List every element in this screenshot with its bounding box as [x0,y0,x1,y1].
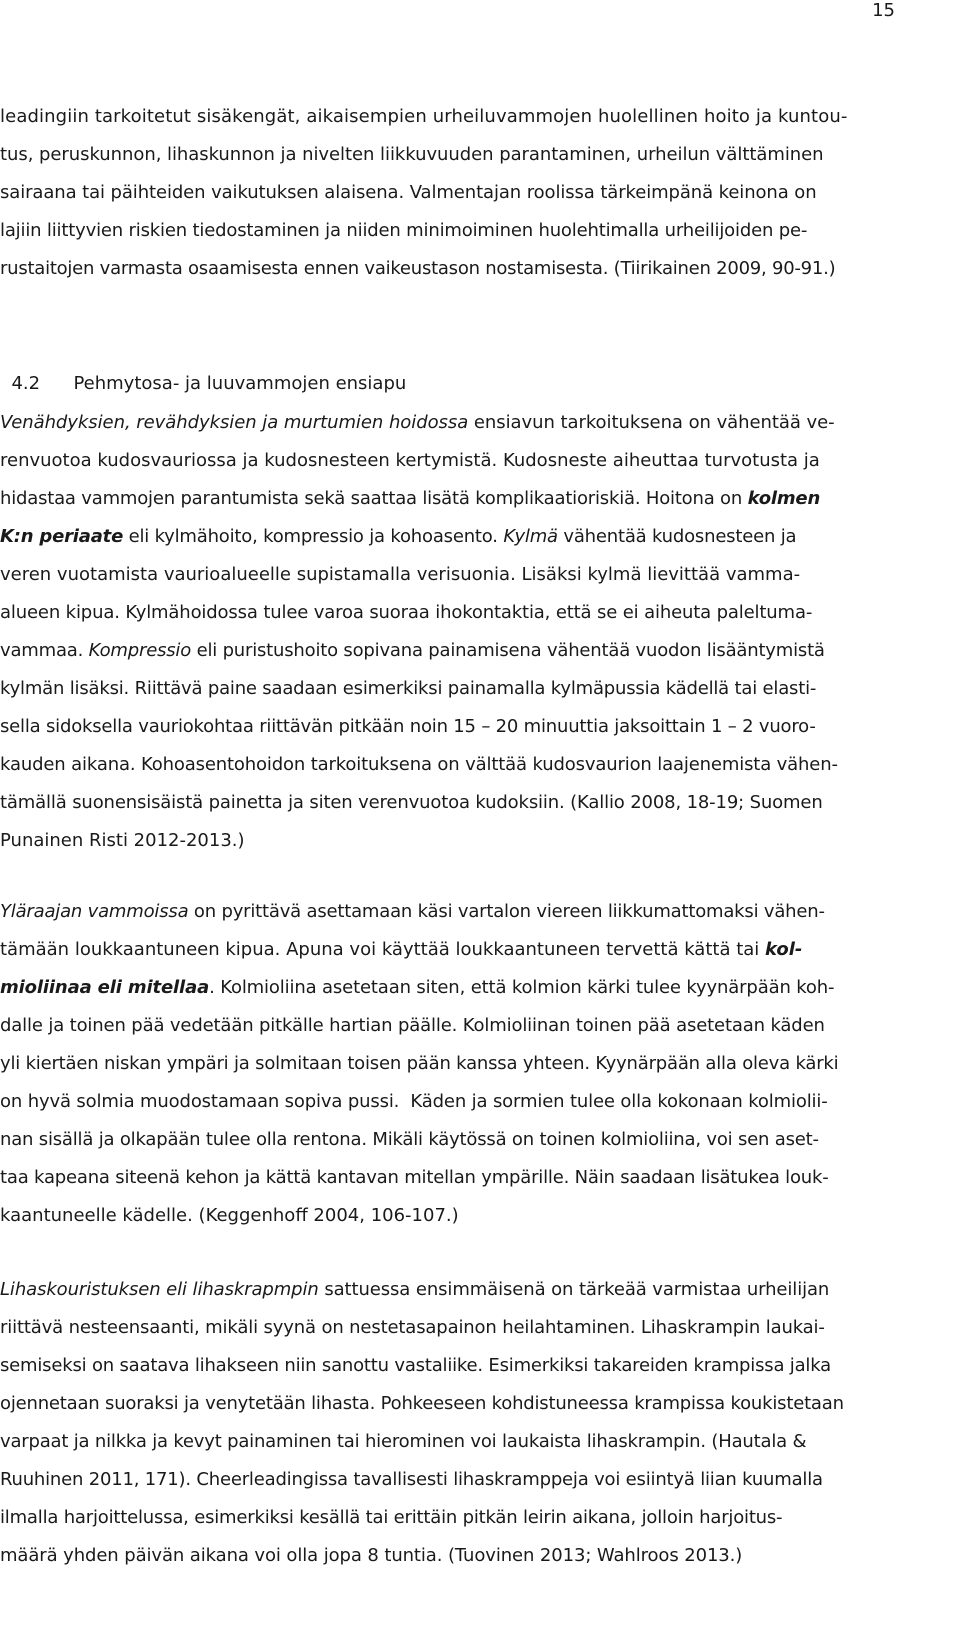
text-run: eli puristushoito sopivana painamisena vähentää vuodon lisääntymistä [191,640,825,661]
text-line [0,404,960,442]
text-run: määrä yhden päivän aikana voi olla jopa 8 tuntia. (Tuovinen 2013; Wahlroos 2013.) [0,1545,743,1566]
paragraph-muscle-cramp [0,1271,960,1575]
text-line [0,746,960,784]
text-run: hidastaa vammojen parantumista sekä saattaa lisätä komplikaatioriskiä. Hoitona on [0,488,748,509]
text-line [0,708,960,746]
paragraph-upper-limb [0,893,960,1235]
text-run: kauden aikana. Kohoasentohoidon tarkoituksena on välttää kudosvaurion laajenemista vähen- [0,754,838,775]
text-line [0,212,960,250]
paragraph-sprains-fractures [0,404,960,860]
text-run: lajiin liittyvien riskien tiedostaminen ja niiden minimoiminen huolehtimalla urheilijoiden pe- [0,220,808,241]
bold-italic-term: kol- [765,939,803,960]
text-line [0,670,960,708]
italic-term: Kylmä [503,526,558,547]
italic-term: Lihaskouristuksen eli lihaskrapmpin [0,1279,319,1300]
text-run: sella sidoksella vauriokohtaa riittävän pitkään noin 15 – 20 minuuttia jaksoittain 1 – 2 vuoro- [0,716,816,737]
text-line [0,1083,960,1121]
text-run: semiseksi on saatava lihakseen niin sanottu vastaliike. Esimerkiksi takareiden krampissa jalka [0,1355,831,1376]
text-line [0,1537,960,1575]
text-run: Ruuhinen 2011, 171). Cheerleadingissa tavallisesti lihaskramppeja voi esiintyä liian kuumalla [0,1469,823,1490]
text-line [0,893,960,931]
text-run: tämällä suonensisäistä painetta ja siten verenvuotoa kudoksiin. (Kallio 2008, 18-19; Suomen [0,792,823,813]
text-run: taa kapeana siteenä kehon ja kättä kantavan mitellan ympärille. Näin saadaan lisätukea louk- [0,1167,829,1188]
text-run: veren vuotamista vaurioalueelle supistamalla verisuonia. Lisäksi kylmä lievittää vamma- [0,564,801,585]
text-run: on hyvä solmia muodostamaan sopiva pussi. Käden ja sormien tulee olla kokonaan kolmiolii- [0,1091,828,1112]
text-line [0,1461,960,1499]
text-run: alueen kipua. Kylmähoidossa tulee varoa suoraa ihokontaktia, että se ei aiheuta paleltuma- [0,602,813,623]
paragraph-injury-prevention [0,98,960,288]
text-run: Punainen Risti 2012-2013.) [0,830,245,851]
italic-term: Kompressio [88,640,192,661]
text-run: yli kiertäen niskan ympäri ja solmitaan toisen pään kanssa yhteen. Kyynärpään alla oleva kärki [0,1053,839,1074]
section-title: Pehmytosa- ja luuvammojen ensiapu [73,373,407,394]
text-line [0,442,960,480]
text-run: eli kylmähoito, kompressio ja kohoasento. [123,526,504,547]
text-run: tus, peruskunnon, lihaskunnon ja nivelten liikkuvuuden parantaminen, urheilun välttäminen [0,144,824,165]
text-line [0,632,960,670]
bold-italic-term: K:n periaate [0,526,124,547]
text-line [0,136,960,174]
text-run: kylmän lisäksi. Riittävä paine saadaan esimerkiksi painamalla kylmäpussia kädellä tai elasti- [0,678,817,699]
italic-term: Venähdyksien, revähdyksien ja murtumien hoidossa [0,412,469,433]
text-line [0,1121,960,1159]
text-run: tämään loukkaantuneen kipua. Apuna voi käyttää loukkaantuneen tervettä kättä tai [0,939,766,960]
text-line [0,931,960,969]
page-number: 15 [872,0,895,21]
text-run: on pyrittävä asettamaan käsi vartalon viereen liikkumattomaksi vähen- [188,901,825,922]
text-line [0,98,960,136]
text-run: sattuessa ensimmäisenä on tärkeää varmistaa urheilijan [318,1279,830,1300]
text-run: renvuotoa kudosvauriossa ja kudosnesteen kertymistä. Kudosneste aiheuttaa turvotusta ja [0,450,820,471]
text-line [0,1159,960,1197]
section-number: 4.2 [11,373,41,394]
text-run: . Kolmioliina asetetaan siten, että kolmion kärki tulee kyynärpään koh- [209,977,835,998]
text-line [0,480,960,518]
text-run: rustaitojen varmasta osaamisesta ennen vaikeustason nostamisesta. (Tiirikainen 2009, 90-91.) [0,258,836,279]
text-line [0,1423,960,1461]
text-run: sairaana tai päihteiden vaikutuksen alaisena. Valmentajan roolissa tärkeimpänä keinona on [0,182,817,203]
text-line [0,594,960,632]
text-line [0,784,960,822]
text-line [0,1347,960,1385]
text-line [0,250,960,288]
text-run: ensiavun tarkoituksena on vähentää ve- [468,412,835,433]
text-run: vammaa. [0,640,89,661]
text-run: dalle ja toinen pää vedetään pitkälle hartian päälle. Kolmioliinan toinen pää asetetaan käden [0,1015,825,1036]
text-line [0,556,960,594]
text-run: leadingiin tarkoitetut sisäkengät, aikaisempien urheiluvammojen huolellinen hoito ja kuntou- [0,106,848,127]
section-heading [0,327,407,394]
text-line [0,1309,960,1347]
italic-term: Yläraajan vammoissa [0,901,189,922]
text-line [0,518,960,556]
text-run: varpaat ja nilkka ja kevyt painaminen tai hierominen voi laukaista lihaskrampin. (Hautala & [0,1431,807,1452]
text-line [0,1499,960,1537]
text-line [0,1271,960,1309]
text-line [0,1045,960,1083]
text-line [0,1007,960,1045]
text-run: ilmalla harjoittelussa, esimerkiksi kesällä tai erittäin pitkän leirin aikana, jolloin harjoitus- [0,1507,783,1528]
text-line [0,1197,960,1235]
bold-italic-term: mioliinaa eli mitellaa [0,977,210,998]
text-line [0,1385,960,1423]
bold-italic-term: kolmen [747,488,821,509]
text-run: nan sisällä ja olkapään tulee olla rentona. Mikäli käytössä on toinen kolmioliina, voi sen aset- [0,1129,819,1150]
text-line [0,822,960,860]
text-run: vähentää kudosnesteen ja [557,526,797,547]
text-line [0,969,960,1007]
text-run: riittävä nesteensaanti, mikäli syynä on nestetasapainon heilahtaminen. Lihaskrampin laukai- [0,1317,825,1338]
text-line [0,174,960,212]
text-run: ojennetaan suoraksi ja venytetään lihasta. Pohkeeseen kohdistuneessa krampissa koukistetaan [0,1393,844,1414]
text-run: kaantuneelle kädelle. (Keggenhoff 2004, 106-107.) [0,1205,459,1226]
